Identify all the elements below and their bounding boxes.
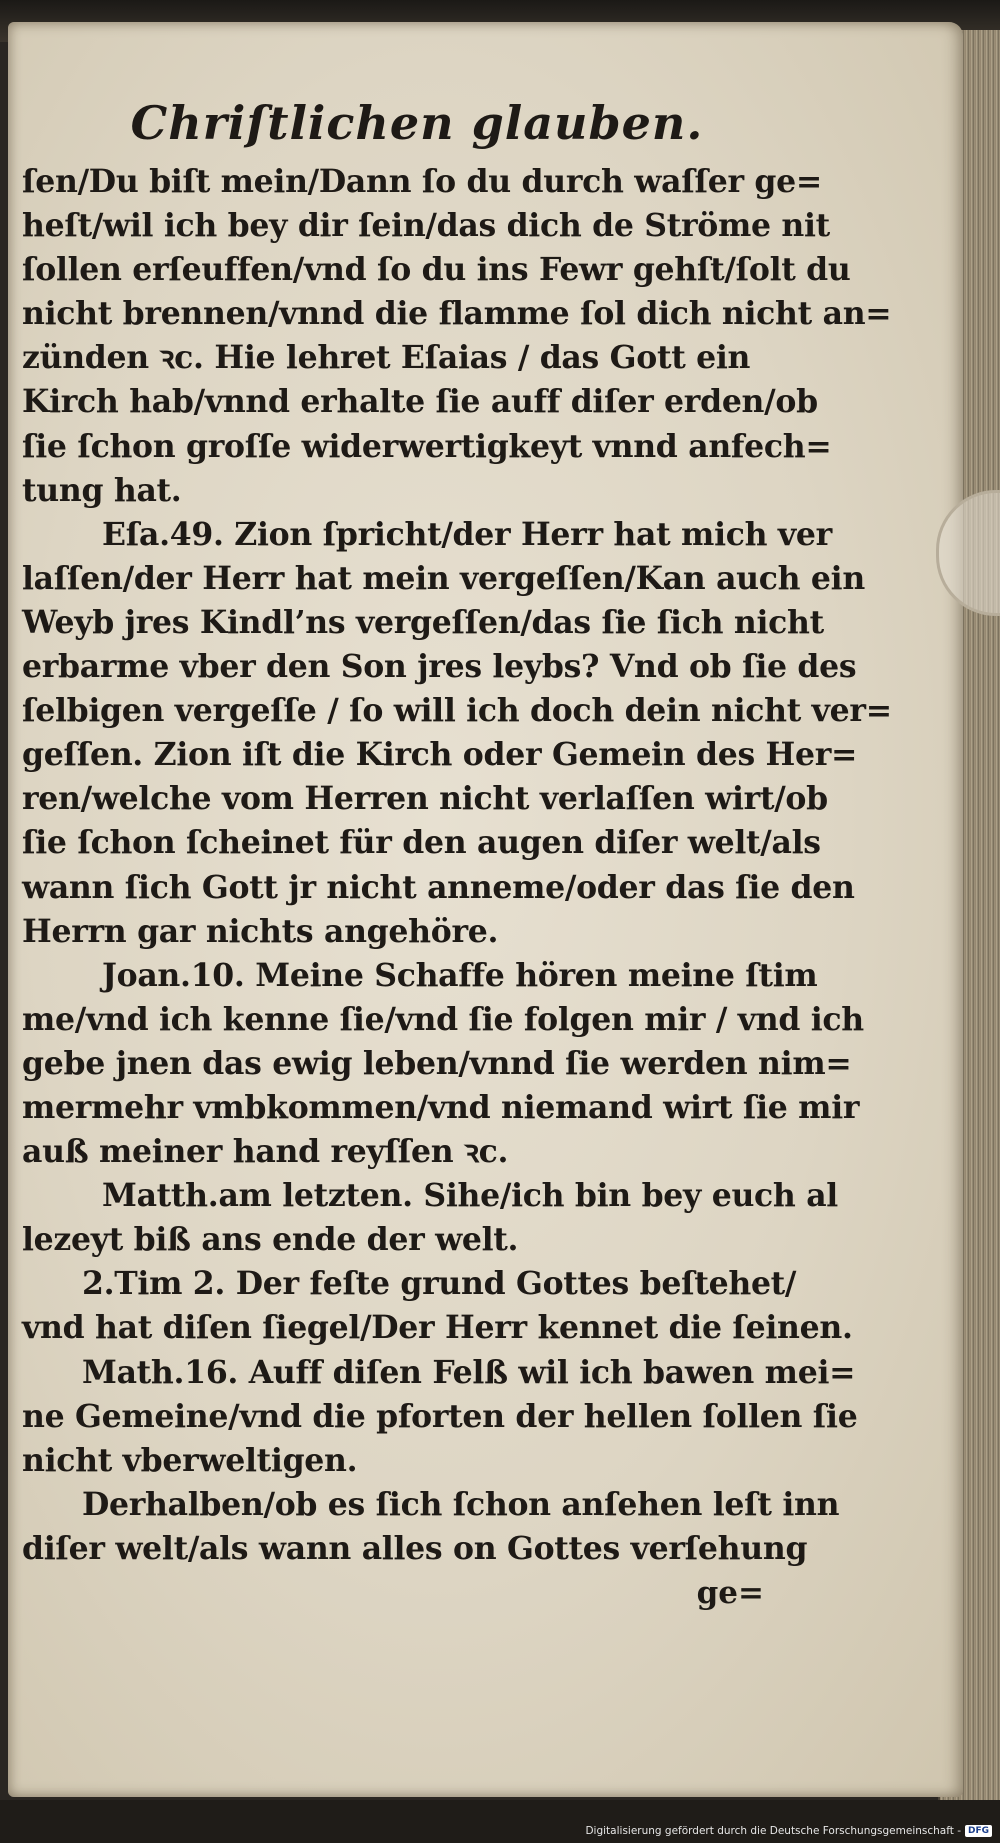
text-line: ren/welche vom Herren nicht verlaſſen wirt/ob: [22, 780, 828, 818]
body-text: [22, 160, 892, 1571]
text-line: ſollen erſeuffen/vnd ſo du ins Fewr gehſt/ſolt du: [22, 251, 851, 289]
text-line: Kirch hab/vnnd erhalte ſie auff diſer erden/ob: [22, 383, 818, 421]
credit-text: Digitalisierung gefördert durch die Deutsche Forschungsgemeinschaft -: [585, 1825, 961, 1837]
text-line: zünden ꝛc. Hie lehret Eſaias / das Gott ein: [22, 339, 751, 377]
text-line: erbarme vber den Son jres leybs? Vnd ob ſie des: [22, 648, 857, 686]
text-line: geſſen. Zion iſt die Kirch oder Gemein des Her=: [22, 736, 858, 774]
text-line: 2.Tim 2. Der feſte grund Gottes beſtehet/: [82, 1265, 797, 1303]
digitization-credit: [585, 1823, 992, 1839]
text-line: tung hat.: [22, 471, 182, 509]
text-line: lezeyt biß ans ende der welt.: [22, 1221, 519, 1259]
text-line: Derhalben/ob es ſich ſchon anſehen leſt inn: [82, 1485, 840, 1523]
text-line: vnd hat diſen ſiegel/Der Herr kennet die ſeinen.: [22, 1309, 853, 1347]
text-line: nicht vberweltigen.: [22, 1441, 358, 1479]
running-head: Chriſtlichen glauben.: [130, 96, 704, 150]
catchword: ge=: [696, 1575, 764, 1611]
text-line: heſt/wil ich bey dir ſein/das dich de Ströme nit: [22, 207, 830, 245]
text-line: Eſa.49. Zion ſpricht/der Herr hat mich ver: [102, 515, 832, 553]
text-line: diſer welt/als wann alles on Gottes verſehung: [22, 1529, 808, 1567]
text-line: laſſen/der Herr hat mein vergeſſen/Kan auch ein: [22, 559, 865, 597]
text-line: me/vnd ich kenne ſie/vnd ſie folgen mir / vnd ich: [22, 1000, 864, 1038]
page-text-block: [22, 96, 892, 1615]
text-line: Matth.am letzten. Sihe/ich bin bey euch al: [102, 1177, 838, 1215]
text-line: Weyb jres Kindl’ns vergeſſen/das ſie ſich nicht: [22, 603, 824, 641]
text-line: mermehr vmbkommen/vnd niemand wirt ſie mir: [22, 1088, 860, 1126]
text-line: ne Gemeine/vnd die pforten der hellen ſollen ſie: [22, 1397, 858, 1435]
dfg-logo: DFG: [965, 1825, 992, 1837]
text-line: ſelbigen vergeſſe / ſo will ich doch dein nicht ver=: [22, 692, 892, 730]
text-line: ſie ſchon ſcheinet für den augen diſer welt/als: [22, 824, 821, 862]
text-line: wann ſich Gott jr nicht anneme/oder das ſie den: [22, 868, 855, 906]
text-line: ſie ſchon groſſe widerwertigkeyt vnnd anfech=: [22, 427, 832, 465]
text-line: Math.16. Auff diſen Felß wil ich bawen mei=: [82, 1353, 856, 1391]
text-line: Joan.10. Meine Schaffe hören meine ſtim: [102, 956, 818, 994]
text-line: auß meiner hand reyſſen ꝛc.: [22, 1133, 509, 1171]
text-line: nicht brennen/vnnd die flamme ſol dich nicht an=: [22, 295, 892, 333]
text-line: ſen/Du biſt mein/Dann ſo du durch waſſer ge=: [22, 163, 822, 200]
text-line: gebe jnen das ewig leben/vnnd ſie werden nim=: [22, 1044, 852, 1082]
text-line: Herrn gar nichts angehöre.: [22, 912, 499, 950]
